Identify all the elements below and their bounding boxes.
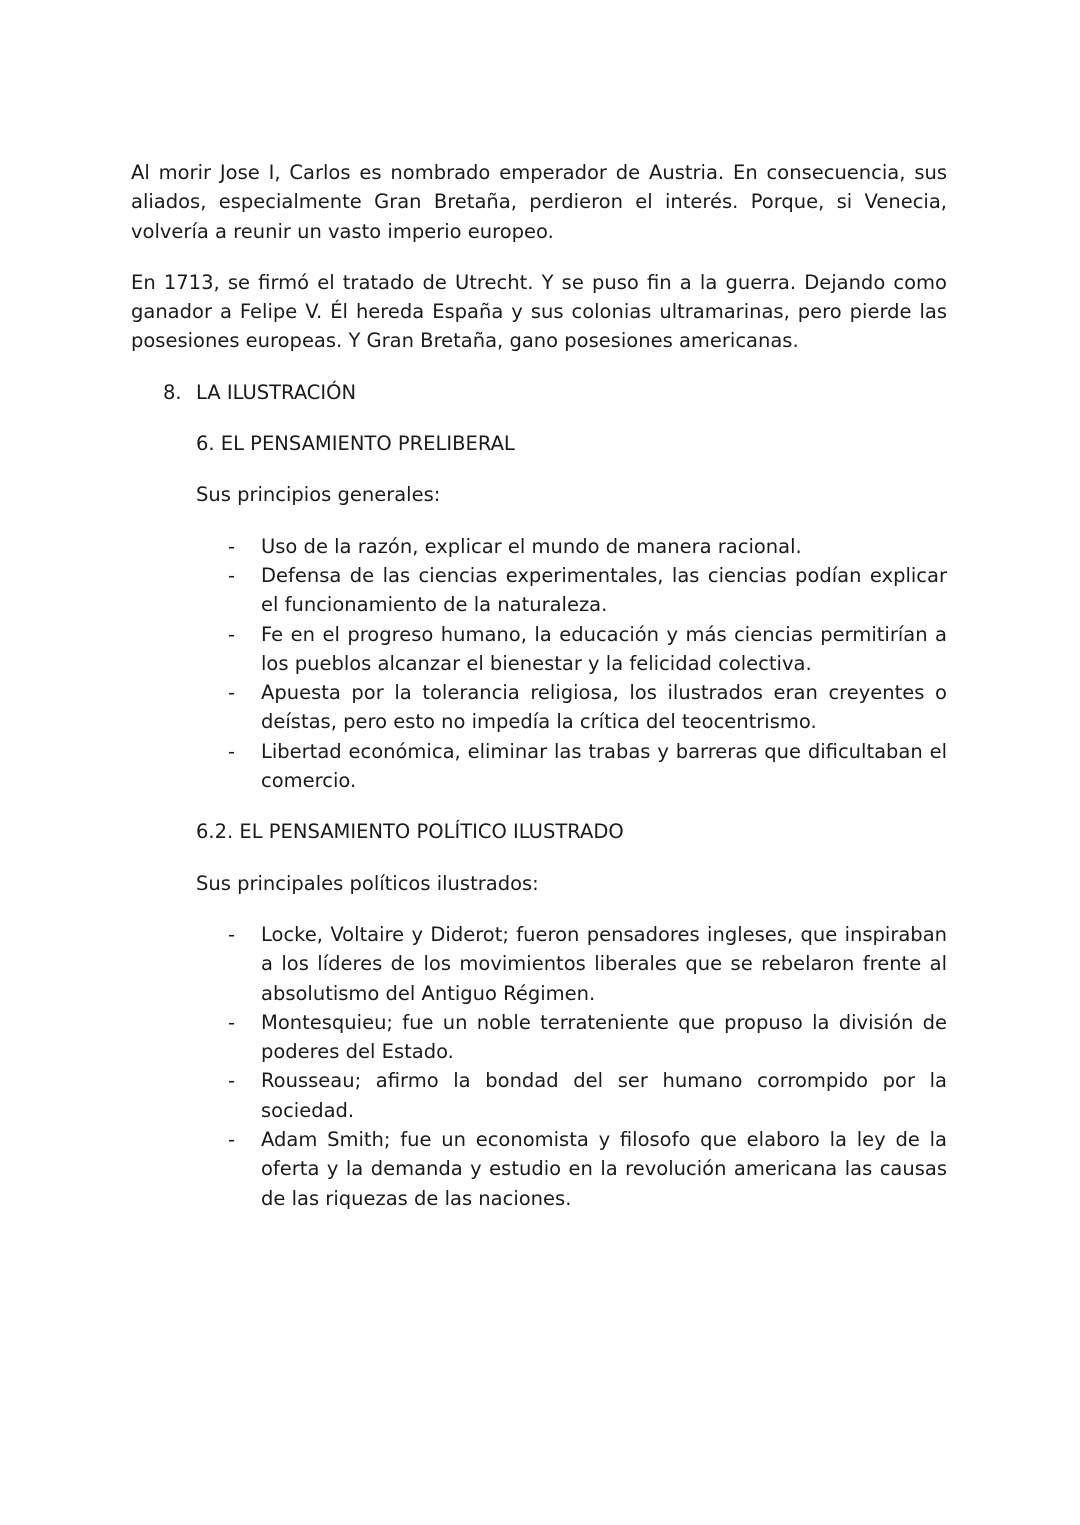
paragraph-utrecht: En 1713, se firmó el tratado de Utrecht. Y se puso fin a la guerra. Dejando como ganador a Felipe V. Él hereda España y sus colonias ultramarinas, pero pierde las posesiones europeas. Y Gran Bretaña, gano posesiones americanas. [131, 270, 947, 353]
dash-bullet: - [228, 622, 236, 646]
list-item [228, 620, 947, 679]
dash-bullet: - [228, 563, 236, 587]
principles-list [228, 532, 947, 796]
dash-bullet: - [228, 681, 236, 705]
section-number: 8. [163, 380, 182, 404]
dash-bullet: - [228, 739, 236, 763]
list-item [228, 1125, 947, 1213]
section-title: LA ILUSTRACIÓN [196, 380, 357, 404]
list-item [228, 678, 947, 737]
thinkers-list [228, 920, 947, 1213]
dash-bullet: - [228, 534, 236, 558]
dash-bullet: - [228, 1128, 236, 1152]
list-item [228, 532, 947, 561]
dash-bullet: - [228, 922, 236, 946]
subsection-intro-politico: Sus principales políticos ilustrados: [196, 871, 539, 895]
list-item [228, 920, 947, 1008]
dash-bullet: - [228, 1069, 236, 1093]
list-item-text: Adam Smith; fue un economista y filosofo que elaboro la ley de la oferta y la demanda y estudio en la revolución americana las causas de las riquezas de las naciones. [261, 1128, 947, 1210]
subsection-title-preliberal: 6. EL PENSAMIENTO PRELIBERAL [196, 432, 515, 456]
list-item-text: Locke, Voltaire y Diderot; fueron pensadores ingleses, que inspiraban a los líderes de los movimientos liberales que se rebelaron frente al absolutismo del Antiguo Régimen. [261, 922, 947, 1005]
list-item-text: Rousseau; afirmo la bondad del ser humano corrompido por la sociedad. [261, 1069, 947, 1122]
list-item-text: Apuesta por la tolerancia religiosa, los ilustrados eran creyentes o deístas, pero esto no impedía la crítica del teocentrismo. [261, 681, 947, 734]
list-item [228, 1066, 947, 1125]
dash-bullet: - [228, 1010, 236, 1034]
paragraph-jose-i: Al morir Jose I, Carlos es nombrado emperador de Austria. En consecuencia, sus aliados, especialmente Gran Bretaña, perdieron el interés. Porque, si Venecia, volvería a reunir un vasto imperio europeo. [131, 161, 947, 243]
subsection-intro-preliberal: Sus principios generales: [196, 483, 441, 507]
list-item-text: Uso de la razón, explicar el mundo de manera racional. [261, 534, 802, 558]
list-item [228, 1008, 947, 1067]
list-item [228, 737, 947, 796]
list-item-text: Fe en el progreso humano, la educación y más ciencias permitirían a los pueblos alcanzar el bienestar y la felicidad colectiva. [261, 622, 947, 675]
list-item-text: Defensa de las ciencias experimentales, las ciencias podían explicar el funcionamiento de la naturaleza. [261, 563, 947, 617]
subsection-title-politico: 6.2. EL PENSAMIENTO POLÍTICO ILUSTRADO [196, 820, 624, 844]
list-item-text: Libertad económica, eliminar las trabas y barreras que dificultaban el comercio. [261, 739, 947, 793]
list-item-text: Montesquieu; fue un noble terrateniente que propuso la división de poderes del Estado. [261, 1010, 947, 1064]
section-heading [163, 378, 947, 407]
list-item [228, 561, 947, 620]
